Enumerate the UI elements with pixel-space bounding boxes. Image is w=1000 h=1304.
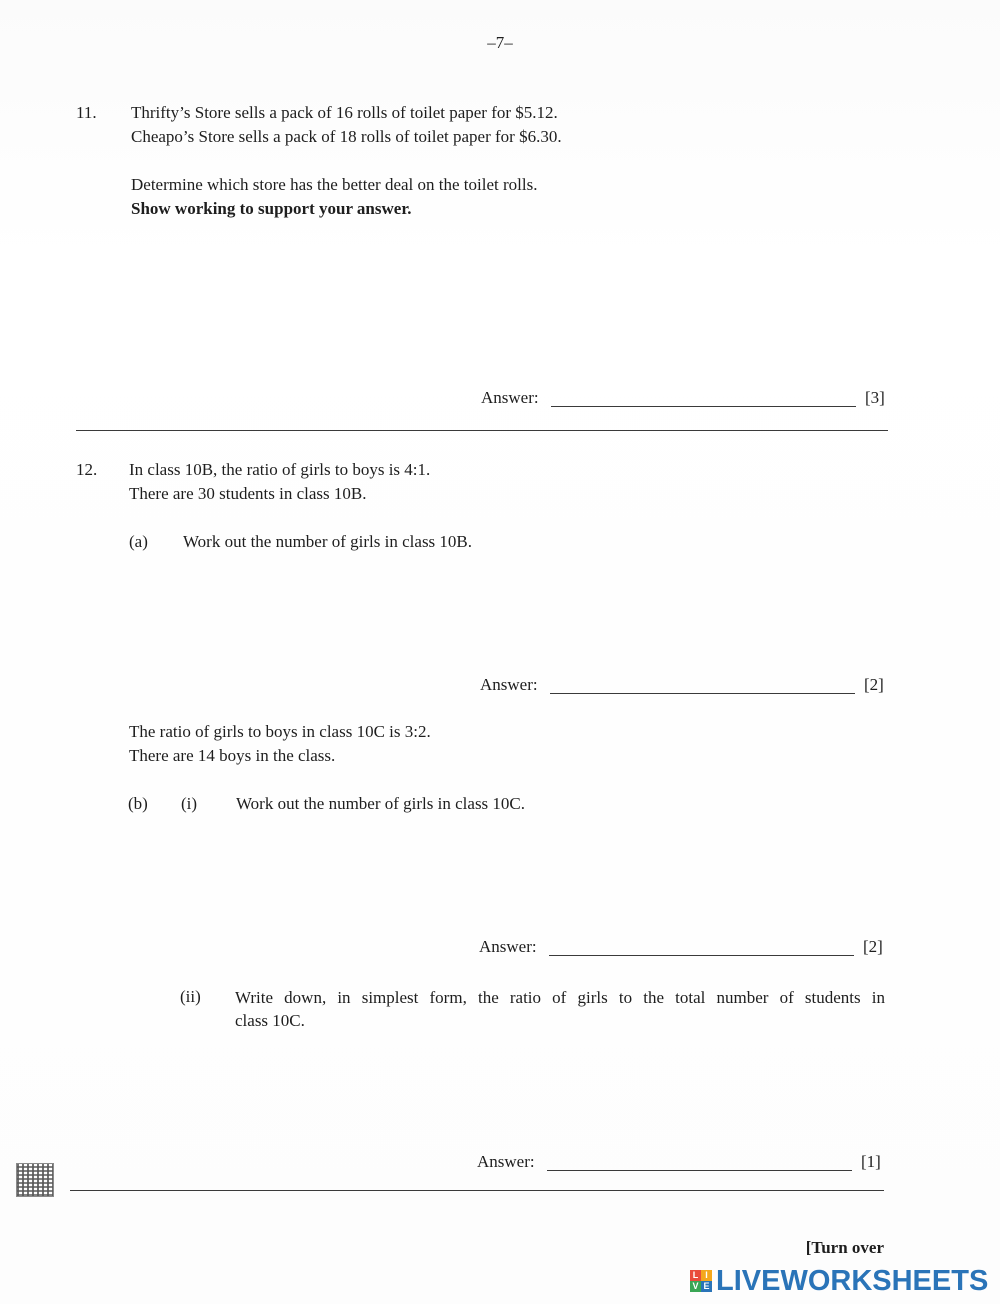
part-b-i-answer-row bbox=[479, 937, 889, 961]
question-11-show-working: Show working to support your answer. bbox=[131, 199, 412, 218]
part-a-answer-row bbox=[480, 675, 890, 699]
question-11-instruction: Determine which store has the better deal on the toilet rolls. bbox=[131, 175, 538, 194]
part-b-ii-answer-field[interactable] bbox=[547, 1170, 852, 1171]
part-b-i-text: Work out the number of girls in class 10C. bbox=[236, 794, 526, 813]
qr-code-icon bbox=[16, 1163, 54, 1197]
question-11-number: 11. bbox=[76, 103, 97, 122]
page-number: –7– bbox=[487, 33, 513, 52]
part-b-label: (b) bbox=[128, 794, 148, 813]
part-b-ii-label: (ii) bbox=[180, 987, 201, 1006]
part-b-i-label: (i) bbox=[181, 794, 198, 813]
answer-label: Answer: bbox=[479, 937, 537, 956]
part-b-i-marks: [2] bbox=[863, 937, 883, 956]
logo-tile: V bbox=[690, 1281, 701, 1292]
question-11-line-1: Thrifty’s Store sells a pack of 16 rolls of toilet paper for $5.12. bbox=[131, 103, 558, 122]
question-divider bbox=[76, 430, 888, 431]
part-b-ii-answer-row bbox=[477, 1152, 887, 1176]
answer-label: Answer: bbox=[477, 1152, 535, 1171]
turn-over-note: [Turn over bbox=[805, 1238, 884, 1257]
question-11-answer-row bbox=[481, 388, 891, 412]
part-b-ii-text-line-1: Write down, in simplest form, the ratio of girls to the total number of students in bbox=[235, 988, 885, 1007]
question-12-line-1: In class 10B, the ratio of girls to boys is 4:1. bbox=[129, 460, 431, 479]
logo-tile: E bbox=[701, 1281, 712, 1292]
liveworksheets-logo bbox=[690, 1265, 988, 1297]
liveworksheets-logo-icon bbox=[690, 1270, 712, 1292]
part-b-i-answer-field[interactable] bbox=[549, 955, 854, 956]
part-b-ii-text-line-2: class 10C. bbox=[235, 1011, 305, 1030]
part-b-ii-marks: [1] bbox=[861, 1152, 881, 1171]
liveworksheets-wordmark: LIVEWORKSHEETS bbox=[716, 1264, 989, 1297]
answer-label: Answer: bbox=[481, 388, 539, 407]
question-11-marks: [3] bbox=[865, 388, 885, 407]
part-a-text: Work out the number of girls in class 10B. bbox=[183, 532, 473, 551]
question-12-stem2-line-1: The ratio of girls to boys in class 10C is 3:2. bbox=[129, 722, 431, 741]
part-a-label: (a) bbox=[129, 532, 148, 551]
question-divider-bottom bbox=[70, 1190, 884, 1191]
logo-tile: L bbox=[690, 1270, 701, 1281]
question-11-answer-field[interactable] bbox=[551, 406, 856, 407]
question-12-number: 12. bbox=[76, 460, 98, 479]
part-a-answer-field[interactable] bbox=[550, 693, 855, 694]
question-12-stem2-line-2: There are 14 boys in the class. bbox=[129, 746, 336, 765]
part-a-marks: [2] bbox=[864, 675, 884, 694]
logo-tile: I bbox=[701, 1270, 712, 1281]
question-11-line-2: Cheapo’s Store sells a pack of 18 rolls of toilet paper for $6.30. bbox=[131, 127, 562, 146]
question-12-line-2: There are 30 students in class 10B. bbox=[129, 484, 367, 503]
answer-label: Answer: bbox=[480, 675, 538, 694]
